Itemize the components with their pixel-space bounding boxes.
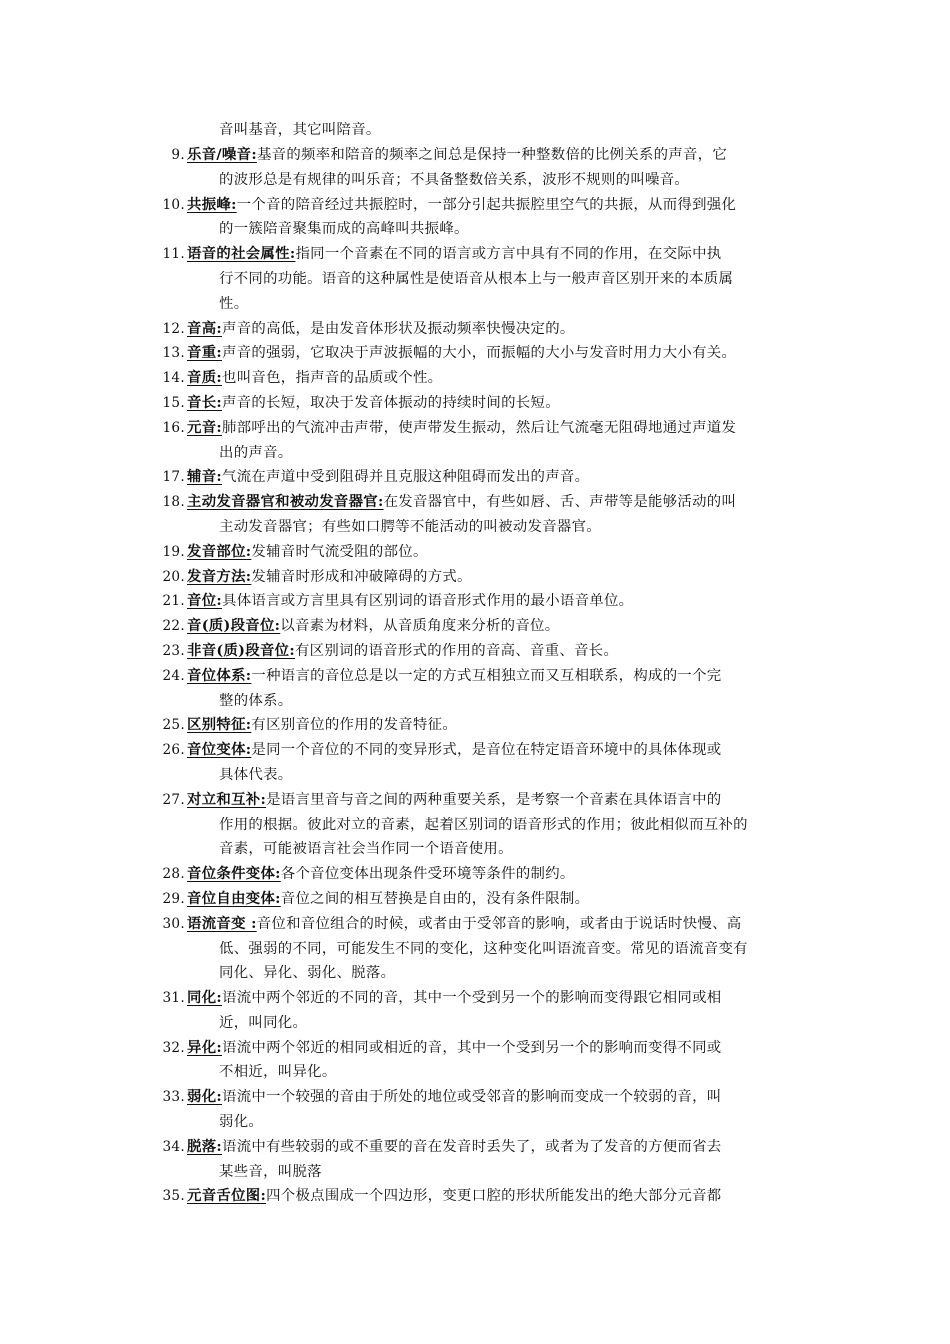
glossary-entry (0, 664, 950, 714)
entry-term: 区别特征: (187, 716, 252, 734)
entry-definition-text: 语流中两个邻近的相同或相近的音，其中一个受到另一个的影响而变得不同或 (222, 1039, 722, 1056)
glossary-page (0, 118, 950, 1209)
entry-definition-text: 整的体系。 (219, 692, 293, 709)
entry-term: 元音舌位图: (187, 1187, 267, 1205)
entry-line (219, 1060, 810, 1085)
entry-definition-text: 某些音，叫脱落 (219, 1163, 322, 1180)
entry-definition-text: 的波形总是有规律的叫乐音；不具备整数倍关系，波形不规则的叫噪音。 (219, 171, 690, 188)
entry-number: 30. (162, 915, 185, 932)
entry-definition-text: 低、强弱的不同，可能发生不同的变化，这种变化叫语流音变。常见的语流音变有 (219, 940, 748, 957)
entry-line (219, 441, 810, 466)
entry-definition-text: 不相近，叫异化。 (219, 1064, 337, 1081)
glossary-entry (0, 713, 950, 738)
entry-definition-text: 各个音位变体出现条件受环境等条件的制约。 (280, 866, 575, 883)
entry-definition-text: 近，叫同化。 (219, 1014, 308, 1031)
entry-term: 音(质)段音位: (187, 617, 281, 635)
entry-number: 35. (162, 1188, 185, 1205)
entry-line (219, 837, 810, 862)
entry-term: 发音方法: (187, 567, 252, 585)
entry-term: 非音(质)段音位: (187, 641, 295, 659)
entry-definition-text: 在发音器官中，有些如唇、舌、声带等是能够活动的叫 (383, 494, 737, 511)
entry-term: 脱落: (187, 1137, 222, 1155)
entry-term: 发音部位: (187, 542, 252, 560)
entry-line (187, 242, 810, 267)
entry-line (187, 912, 810, 937)
entry-term: 乐音/噪音: (187, 146, 257, 163)
entry-line (187, 317, 810, 342)
glossary-entry (0, 242, 950, 316)
entry-line (187, 614, 810, 639)
entry-definition-text: 语流中有些较弱的或不重要的音在发音时丢失了，或者为了发音的方便而省去 (222, 1138, 722, 1155)
entry-line (187, 713, 810, 738)
entry-definition-text: 音位和音位组合的时候，或者由于受邻音的影响，或者由于说话时快慢、高 (256, 915, 742, 932)
entry-definition-text: 声音的高低，是由发音体形状及振动频率快慢决定的。 (222, 320, 575, 337)
entry-term: 同化: (187, 989, 222, 1007)
glossary-entry (0, 1184, 950, 1209)
entry-line (187, 366, 810, 391)
entry-number: 11. (162, 246, 185, 263)
entry-term: 音位条件变体: (187, 865, 281, 883)
entry-definition-text: 指同一个音素在不同的语言或方言中具有不同的作用，在交际中执 (295, 246, 722, 263)
entry-definition-text: 语流中两个邻近的不同的音，其中一个受到另一个的影响而变得跟它相同或相 (222, 990, 722, 1007)
entry-definition-text: 出的声音。 (219, 444, 293, 461)
entry-line (187, 1036, 810, 1061)
glossary-entry (0, 391, 950, 416)
entry-line (219, 961, 810, 986)
entry-number: 18. (162, 494, 185, 511)
entry-number: 32. (162, 1039, 185, 1056)
entry-line (187, 862, 810, 887)
entry-number: 33. (162, 1089, 185, 1106)
glossary-entry (0, 1036, 950, 1086)
entry-line (187, 490, 810, 515)
entry-number: 20. (162, 568, 185, 585)
glossary-entry (0, 193, 950, 243)
glossary-entry (0, 317, 950, 342)
glossary-entry (0, 341, 950, 366)
entry-number: 12. (162, 320, 185, 337)
entry-definition-text: 主动发音器官；有些如口腭等不能活动的叫被动发音器官。 (219, 518, 601, 535)
entry-number: 17. (162, 469, 185, 486)
entry-line (219, 267, 810, 292)
entry-number: 23. (162, 642, 185, 659)
entry-term: 音位变体: (187, 741, 252, 759)
entry-number: 21. (162, 593, 185, 610)
entry-line (187, 1184, 810, 1209)
entry-definition-text: 行不同的功能。语音的这种属性是使语音从根本上与一般声音区别开来的本质属 (219, 270, 734, 287)
glossary-entry (0, 589, 950, 614)
entry-definition-text: 是同一个音位的不同的变异形式，是音位在特定语音环境中的具体体现或 (251, 742, 722, 759)
entry-number: 15. (162, 394, 185, 411)
entry-definition-text: 声音的长短，取决于发音体振动的持续时间的长短。 (222, 394, 560, 411)
entry-term: 音长: (187, 393, 222, 411)
entry-line (219, 813, 810, 838)
entry-line (187, 887, 810, 912)
entry-term: 音位: (187, 592, 222, 610)
entry-line (219, 292, 810, 317)
entry-number: 26. (162, 742, 185, 759)
entry-line (187, 416, 810, 441)
entry-line (219, 763, 810, 788)
entry-number: 22. (162, 618, 185, 635)
entry-line (219, 515, 810, 540)
entry-definition-text: 具体语言或方言里具有区别词的语音形式作用的最小语音单位。 (222, 593, 634, 610)
entry-line (219, 217, 810, 242)
entry-line (187, 986, 810, 1011)
entry-definition-text: 肺部呼出的气流冲击声带，使声带发生振动，然后让气流毫无阻碍地通过声道发 (222, 419, 737, 436)
entry-number: 25. (162, 717, 185, 734)
entry-definition-text: 作用的根据。彼此对立的音素，起着区别词的语音形式的作用；彼此相似而互补的 (219, 816, 748, 833)
entry-term: 弱化: (187, 1088, 222, 1106)
entry-number: 31. (162, 990, 185, 1007)
entry-line (187, 540, 810, 565)
entry-definition-text: 声音的强弱，它取决于声波振幅的大小，而振幅的大小与发音时用力大小有关。 (222, 345, 737, 362)
entry-term: 异化: (187, 1038, 222, 1056)
entry-line (187, 565, 810, 590)
glossary-entry (0, 143, 950, 193)
glossary-entry (0, 862, 950, 887)
entry-term: 共振峰: (187, 195, 237, 213)
entry-definition-text: 的一簇陪音聚集而成的高峰叫共振峰。 (219, 221, 469, 238)
glossary-entry (0, 366, 950, 391)
entry-line (187, 143, 810, 168)
entry-term: 音位自由变体: (187, 889, 281, 907)
entry-definition-text: 四个极点围成一个四边形，变更口腔的形状所能发出的绝大部分元音都 (266, 1188, 722, 1205)
entry-definition-text: 基音的频率和陪音的频率之间总是保持一种整数倍的比例关系的声音，它 (256, 147, 728, 163)
entry-definition-text: 同化、异化、弱化、脱落。 (219, 965, 396, 982)
entry-definition-text: 有区别词的语音形式的作用的音高、音重、音长。 (294, 642, 619, 659)
entry-line (187, 788, 810, 813)
entry-line (187, 738, 810, 763)
entry-line (187, 391, 810, 416)
entry-number: 34. (162, 1138, 185, 1155)
entry-line (219, 689, 810, 714)
entry-line (219, 1110, 810, 1135)
glossary-entry (0, 1135, 950, 1185)
entry-term: 音质: (187, 369, 222, 387)
entry-number: 14. (162, 370, 185, 387)
entry-definition-text: 发辅音时形成和冲破障碍的方式。 (251, 568, 472, 585)
entry-line (187, 193, 810, 218)
entry-definition-text: 是语言里音与音之间的两种重要关系，是考察一个音素在具体语言中的 (266, 791, 722, 808)
entry-line (187, 465, 810, 490)
entry-number: 24. (162, 667, 185, 684)
entry-number: 27. (162, 791, 185, 808)
entry-term: 辅音: (187, 468, 222, 486)
entry-line (187, 1135, 810, 1160)
entry-definition-text: 具体代表。 (219, 766, 293, 783)
glossary-list (0, 143, 950, 1209)
glossary-entry (0, 912, 950, 986)
glossary-entry (0, 986, 950, 1036)
entry-definition-text: 弱化。 (219, 1114, 264, 1131)
entry-term: 音重: (187, 344, 222, 362)
entry-number: 9. (171, 147, 185, 163)
glossary-entry (0, 1085, 950, 1135)
glossary-entry (0, 887, 950, 912)
entry-number: 19. (162, 543, 185, 560)
glossary-entry (0, 465, 950, 490)
entry-line (187, 1085, 810, 1110)
glossary-entry (0, 540, 950, 565)
entry-number: 29. (162, 890, 185, 907)
entry-definition-text: 语流中一个较强的音由于所处的地位或受邻音的影响而变成一个较弱的音，叫 (222, 1089, 722, 1106)
entry-line (187, 664, 810, 689)
entry-term: 语流音变 : (187, 914, 257, 932)
glossary-entry (0, 490, 950, 540)
entry-definition-text: 有区别音位的作用的发音特征。 (251, 717, 458, 734)
entry-term: 主动发音器官和被动发音器官: (187, 493, 384, 511)
entry-definition-text: 音位之间的相互替换是自由的，没有条件限制。 (280, 890, 590, 907)
entry-line (219, 1160, 810, 1185)
entry-number: 13. (162, 345, 185, 362)
glossary-entry (0, 639, 950, 664)
entry-term: 对立和互补: (187, 790, 267, 808)
entry-definition-text: 音素，可能被语言社会当作同一个语音使用。 (219, 841, 513, 858)
entry-definition-text: 一个音的陪音经过共振腔时，一部分引起共振腔里空气的共振，从而得到强化 (236, 196, 737, 213)
entry-line (187, 341, 810, 366)
continuation-text: 音叫基音，其它叫陪音。 (219, 122, 381, 138)
entry-term: 元音: (187, 418, 222, 436)
entry-number: 16. (162, 419, 185, 436)
entry-term: 语音的社会属性: (187, 245, 296, 263)
entry-line (219, 1011, 810, 1036)
glossary-entry (0, 738, 950, 788)
glossary-entry (0, 416, 950, 466)
entry-definition-text: 气流在声道中受到阻碍并且克服这种阻碍而发出的声音。 (222, 469, 590, 486)
entry-definition-text: 性。 (219, 295, 249, 312)
glossary-entry (0, 565, 950, 590)
entry-term: 音位体系: (187, 666, 252, 684)
glossary-entry (0, 614, 950, 639)
entry-definition-text: 以音素为材料，从音质角度来分析的音位。 (280, 618, 560, 635)
entry-line (219, 168, 810, 193)
entry-number: 28. (162, 866, 185, 883)
entry-line (187, 639, 810, 664)
entry-line (187, 589, 810, 614)
entry-definition-text: 一种语言的音位总是以一定的方式互相独立而又互相联系，构成的一个完 (251, 667, 722, 684)
entry-term: 音高: (187, 319, 222, 337)
entry-definition-text: 也叫音色，指声音的品质或个性。 (222, 370, 443, 387)
glossary-entry (0, 788, 950, 862)
entry-definition-text: 发辅音时气流受阻的部位。 (251, 543, 428, 560)
entry-line (219, 937, 810, 962)
entry-number: 10. (162, 196, 185, 213)
